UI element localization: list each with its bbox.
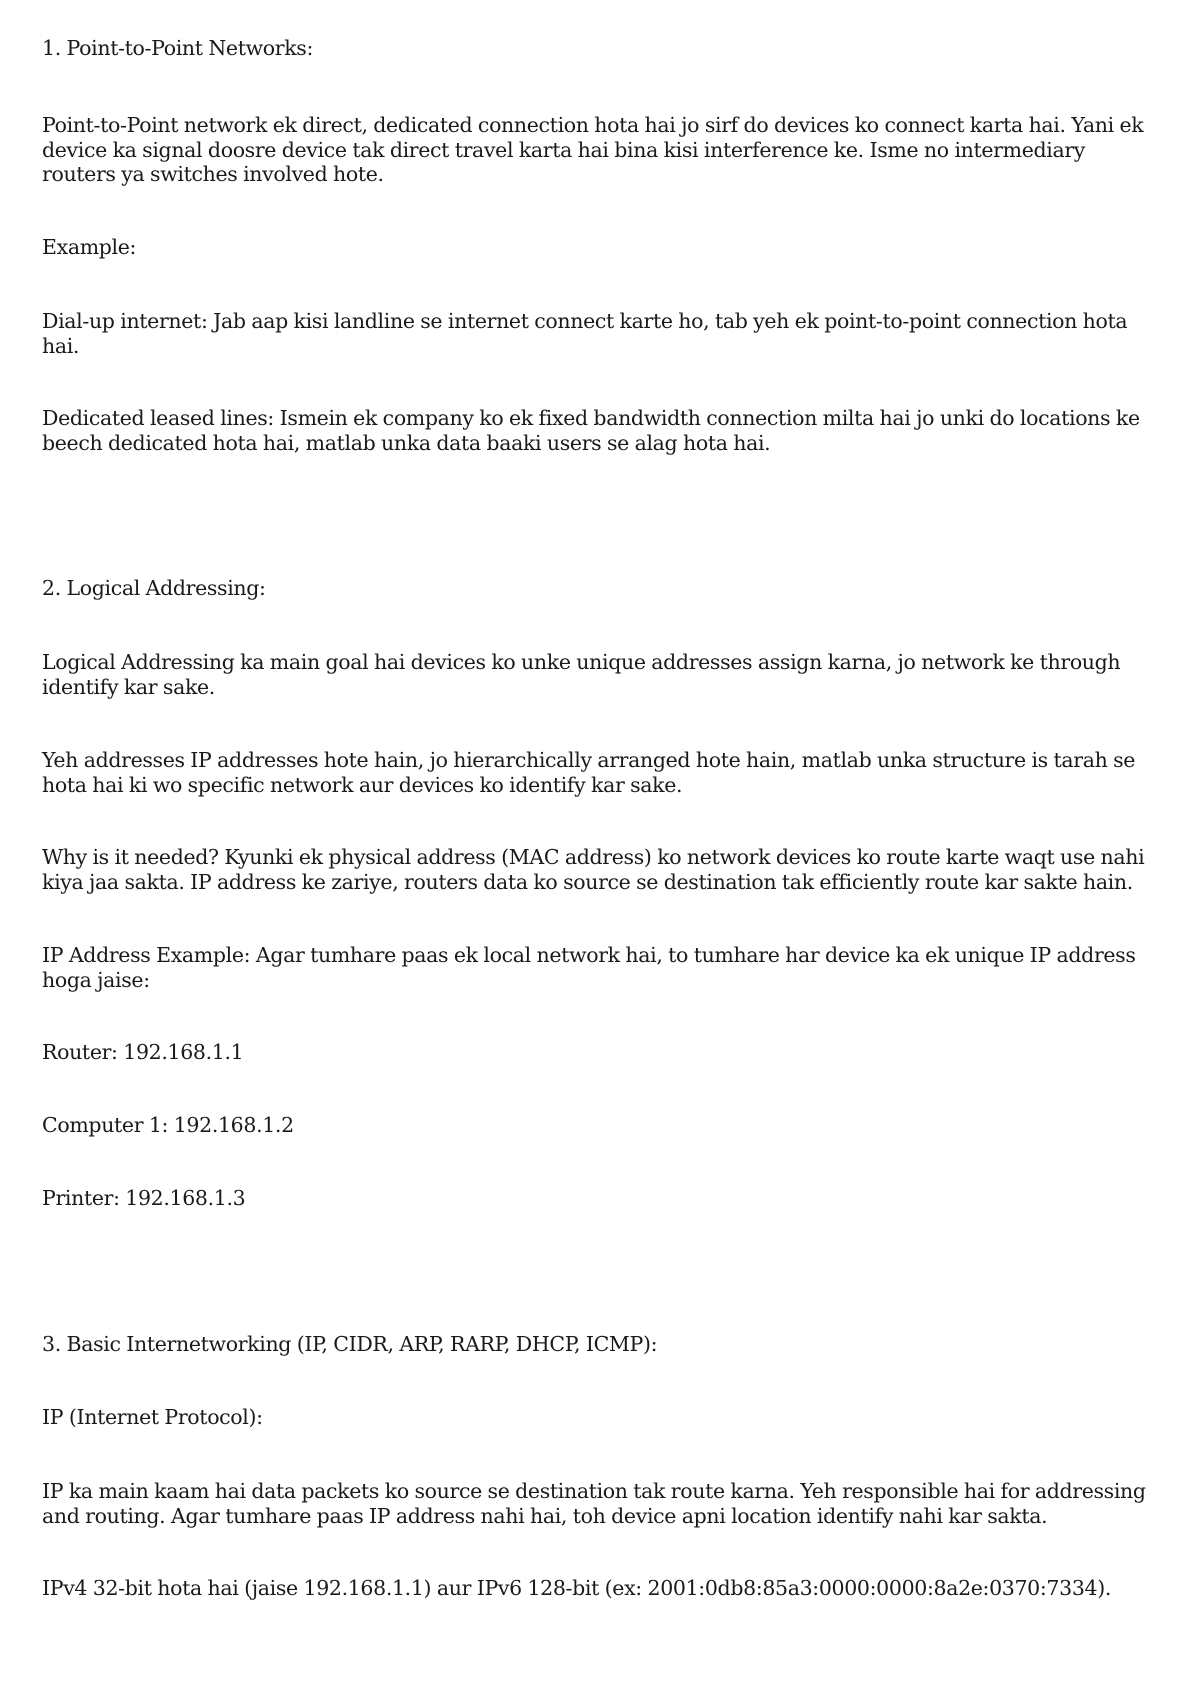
section-heading: 2. Logical Addressing: [42,576,266,600]
paragraph: IP (Internet Protocol): [42,1405,263,1429]
paragraph: IP Address Example: Agar tumhare paas ek local network hai, to tumhare har device ka ek unique IP address hoga jaise: [42,943,1136,992]
paragraph: Logical Addressing ka main goal hai devices ko unke unique addresses assign karna, jo network ke through identify kar sake. [42,650,1121,699]
paragraph: Dial-up internet: Jab aap kisi landline se internet connect karte ho, tab yeh ek point-to-point connection hota hai. [42,309,1128,358]
paragraph: Dedicated leased lines: Ismein ek company ko ek fixed bandwidth connection milta hai jo unki do locations ke beech dedicated hota hai, matlab unka data baaki users se alag hota hai. [42,406,1140,455]
paragraph: Why is it needed? Kyunki ek physical address (MAC address) ko network devices ko route karte waqt use nahi kiya jaa sakta. IP address ke zariye, routers data ko source se destination tak efficiently route kar sakte hain. [42,845,1145,894]
paragraph: IPv4 32-bit hota hai (jaise 192.168.1.1) aur IPv6 128-bit (ex: 2001:0db8:85a3:0000:0000:8a2e:0370:7334). [42,1576,1112,1600]
section-heading: 3. Basic Internetworking (IP, CIDR, ARP, RARP, DHCP, ICMP): [42,1332,658,1356]
paragraph: Yeh addresses IP addresses hote hain, jo hierarchically arranged hote hain, matlab unka structure is tarah se hota hai ki wo specific network aur devices ko identify kar sake. [42,748,1136,797]
paragraph: Router: 192.168.1.1 [42,1040,244,1064]
paragraph: Example: [42,235,137,259]
paragraph: Computer 1: 192.168.1.2 [42,1113,294,1137]
paragraph: Printer: 192.168.1.3 [42,1186,246,1210]
section-heading: 1. Point-to-Point Networks: [42,36,314,60]
paragraph: Point-to-Point network ek direct, dedicated connection hota hai jo sirf do devices ko connect karta hai. Yani ek device ka signal doosre device tak direct travel karta hai bina kisi interference ke. Isme no intermediary routers ya switches involved hote. [42,113,1144,186]
paragraph: IP ka main kaam hai data packets ko source se destination tak route karna. Yeh responsible hai for addressing and routing. Agar tumhare paas IP address nahi hai, toh device apni location identify nahi kar sakta. [42,1479,1146,1528]
